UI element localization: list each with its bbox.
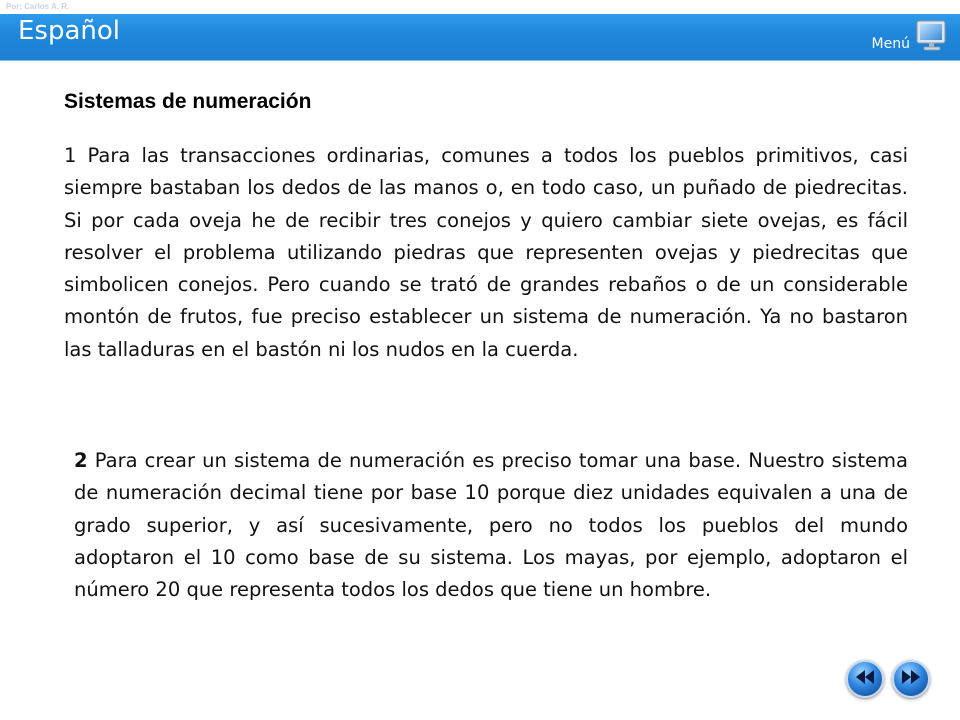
paragraph-2-number: 2 <box>74 449 88 472</box>
rewind-icon <box>855 669 875 689</box>
author-credit: Por: Carlos A. R. <box>6 2 70 11</box>
app-title: Español <box>18 16 121 46</box>
menu-label: Menú <box>871 36 910 52</box>
navigation-controls <box>846 660 930 698</box>
paragraph-2-text: Para crear un sistema de numeración es preciso tomar una base. Nuestro sistema de numeración decimal tiene por base 10 porque diez unidades equivalen a una de grado superior, y así sucesivamente, pero no todos los pueblos del mundo adoptaron el 10 como base de su sistema. Los mayas, por ejemplo, adoptaron el número 20 que representa todos los dedos que tiene un hombre. <box>74 449 908 602</box>
previous-button[interactable] <box>846 660 884 698</box>
fast-forward-icon <box>901 669 921 689</box>
header-bar <box>0 14 960 61</box>
monitor-icon <box>914 18 950 58</box>
next-button[interactable] <box>892 660 930 698</box>
paragraph-1: 1 Para las transacciones ordinarias, comunes a todos los pueblos primitivos, casi siempre bastaban los dedos de las manos o, en todo caso, un puñado de piedrecitas. Si por cada oveja he de recibir tres conejos y quiero cambiar siete ovejas, es fácil resolver el problema utilizando piedras que representen ovejas y piedrecitas que simbolicen conejos. Pero cuando se trató de grandes rebaños o de un considerable montón de frutos, fue preciso establecer un sistema de numeración. Ya no bastaron las talladuras en el bastón ni los nudos en la cuerda. <box>64 144 908 361</box>
paragraph-2 <box>74 445 908 606</box>
page-title: Sistemas de numeración <box>64 90 312 113</box>
menu-button[interactable] <box>872 18 950 58</box>
